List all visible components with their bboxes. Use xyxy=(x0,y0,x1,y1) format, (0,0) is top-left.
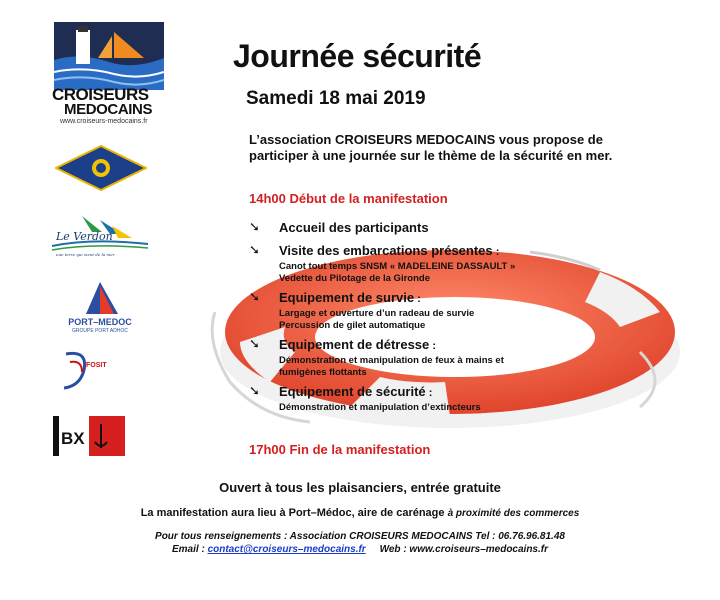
program-item-title: Equipement de détresse : xyxy=(279,337,437,352)
end-time: 17h00 Fin de la manifestation xyxy=(249,442,431,457)
program-item-title: Visite des embarcations présentes : xyxy=(279,243,500,258)
venue-line: La manifestation aura lieu à Port–Médoc, aire de carénage à proximité des commerces xyxy=(140,507,580,519)
intro-paragraph: L’association CROISEURS MEDOCAINS vous propose de participer à une journée sur le thème de la sécurité en mer. xyxy=(249,132,613,163)
swoosh-icon xyxy=(60,348,115,393)
port-medoc-logo xyxy=(60,280,140,340)
program-item-detail: Largage et ouverture d’un radeau de survie xyxy=(279,308,475,319)
program-item xyxy=(249,289,649,332)
port-medoc-name: PORT–MEDOC xyxy=(68,317,132,327)
arrow-icon: ➘ xyxy=(249,289,260,304)
program-item xyxy=(249,242,649,285)
event-date: Samedi 18 mai 2019 xyxy=(246,88,426,109)
program-item xyxy=(249,383,649,414)
program-item-title: Accueil des participants xyxy=(279,220,429,235)
pilotes-code: BX xyxy=(61,429,85,448)
program-list xyxy=(249,219,649,418)
contact-web-line: Email : contact@croiseurs–medocains.fr Web : www.croiseurs–medocains.fr xyxy=(171,544,548,555)
snsm-logo xyxy=(55,145,147,191)
arrow-icon: ➘ xyxy=(249,336,260,351)
fosit-name: FOSIT xyxy=(86,362,107,369)
open-to-all-notice: Ouvert à tous les plaisanciers, entrée gratuite xyxy=(219,480,501,495)
verdon-name: Le Verdon xyxy=(56,230,113,243)
croiseurs-medocains-logo xyxy=(52,22,172,125)
program-item-title: Equipement de sécurité : xyxy=(279,384,433,399)
arrow-icon: ➘ xyxy=(249,383,260,398)
start-time: 14h00 Début de la manifestation xyxy=(249,191,448,206)
contact-info xyxy=(0,530,720,556)
web-address: Web : www.croiseurs–medocains.fr xyxy=(379,544,548,555)
program-item-detail: Canot tout temps SNSM « MADELEINE DASSAULT » xyxy=(279,261,516,272)
medocains-word: MEDOCAINS xyxy=(64,101,153,118)
sail-icon xyxy=(60,280,140,318)
program-item-detail: fumigènes flottants xyxy=(279,367,367,378)
croiseurs-url: www.croiseurs-medocains.fr xyxy=(60,118,148,125)
lighthouse-sail-icon xyxy=(54,22,164,90)
pilotes-label: PILOTES xyxy=(61,419,78,424)
croiseurs-word: CROISEURS xyxy=(52,85,149,104)
page-title: Journée sécurité xyxy=(233,38,482,74)
le-verdon-logo xyxy=(52,212,150,264)
contact-phone-line: Pour tous renseignements : Association CROISEURS MEDOCAINS Tel : 06.76.96.81.48 xyxy=(155,531,565,542)
port-medoc-sub: GROUPE PORT ADHOC xyxy=(72,328,128,334)
email-link[interactable]: contact@croiseurs–medocains.fr xyxy=(207,544,366,555)
program-item xyxy=(249,219,649,238)
venue-extra: à proximité des commerces xyxy=(447,508,580,519)
fosit-logo xyxy=(60,348,115,393)
program-item xyxy=(249,336,649,379)
program-item-detail: Vedette du Pilotage de la Gironde xyxy=(279,273,430,284)
program-item-detail: Démonstration et manipulation de feux à mains et xyxy=(279,355,504,366)
arrow-icon: ➘ xyxy=(249,219,260,234)
program-item-detail: Percussion de gilet automatique xyxy=(279,320,426,331)
pilotes-bx-logo xyxy=(53,416,125,456)
program-item-detail: Démonstration et manipulation d’extincteurs xyxy=(279,402,481,413)
program-item-title: Equipement de survie : xyxy=(279,290,421,305)
verdon-tagline: une terre qui vient de la mer xyxy=(56,252,115,257)
arrow-icon: ➘ xyxy=(249,242,260,257)
